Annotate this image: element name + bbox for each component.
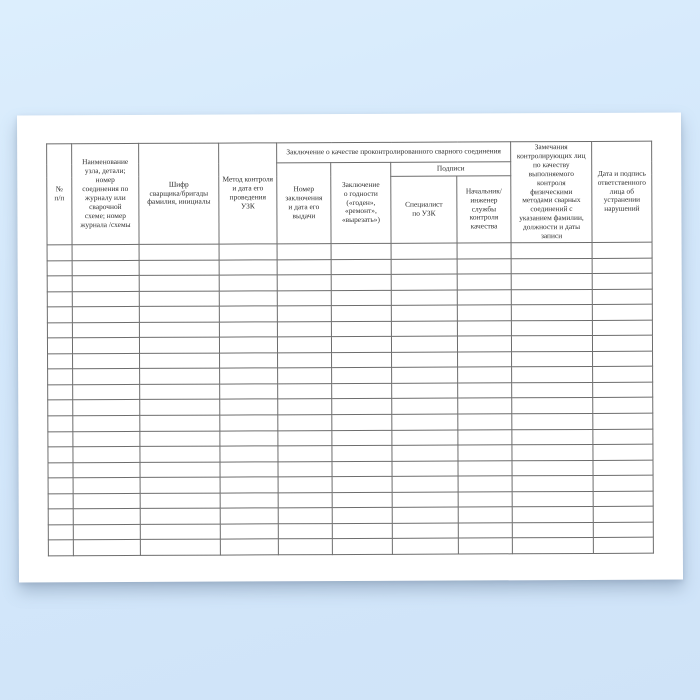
table-cell xyxy=(73,462,140,478)
table-cell xyxy=(73,400,140,416)
table-cell xyxy=(512,522,593,538)
table-cell xyxy=(219,337,277,353)
table-cell xyxy=(392,538,458,554)
table-cell xyxy=(140,524,220,540)
table-cell xyxy=(277,259,331,275)
header-col-date-signature: Дата и подпись ответственного лица об устранении нарушений xyxy=(592,141,652,242)
table-cell xyxy=(48,540,73,556)
table-cell xyxy=(48,416,73,432)
table-cell xyxy=(391,305,457,321)
table-cell xyxy=(593,367,653,383)
table-cell xyxy=(331,337,391,353)
table-cell xyxy=(458,507,512,523)
inspection-journal-table xyxy=(46,141,654,557)
table-cell xyxy=(140,368,220,384)
table-cell xyxy=(511,242,592,258)
table-cell xyxy=(592,304,652,320)
table-cell xyxy=(392,352,458,368)
table-cell xyxy=(47,245,72,261)
table-cell xyxy=(220,477,278,493)
table-cell xyxy=(278,399,332,415)
table-cell xyxy=(392,383,458,399)
table-cell xyxy=(458,352,512,368)
table-cell xyxy=(332,539,392,555)
table-cell xyxy=(220,524,278,540)
table-cell xyxy=(511,289,592,305)
table-cell xyxy=(332,476,392,492)
table-cell xyxy=(458,367,512,383)
table-cell xyxy=(331,243,391,259)
table-cell xyxy=(458,523,512,539)
table-cell xyxy=(220,353,278,369)
table-cell xyxy=(140,353,220,369)
form-page xyxy=(17,113,683,583)
table-cell xyxy=(592,335,652,351)
table-cell xyxy=(512,413,593,429)
table-cell xyxy=(512,367,593,383)
table-cell xyxy=(48,478,73,494)
table-cell xyxy=(220,508,278,524)
table-cell xyxy=(73,353,140,369)
table-cell xyxy=(457,305,511,321)
table-cell xyxy=(593,538,653,554)
table-cell xyxy=(593,382,653,398)
table-cell xyxy=(592,320,652,336)
table-cell xyxy=(277,321,331,337)
table-cell xyxy=(392,367,458,383)
table-cell xyxy=(139,306,219,322)
table-cell xyxy=(331,321,391,337)
table-cell xyxy=(48,354,73,370)
table-cell xyxy=(332,399,392,415)
table-cell xyxy=(48,369,73,385)
table-cell xyxy=(512,507,593,523)
table-cell xyxy=(332,492,392,508)
table-cell xyxy=(47,322,72,338)
table-cell xyxy=(331,274,391,290)
table-cell xyxy=(140,477,220,493)
table-cell xyxy=(278,446,332,462)
table-cell xyxy=(139,337,219,353)
table-cell xyxy=(278,492,332,508)
table-cell xyxy=(47,260,72,276)
header-col-number: № п/п xyxy=(47,144,72,245)
table-cell xyxy=(278,383,332,399)
table-cell xyxy=(220,493,278,509)
table-cell xyxy=(512,398,593,414)
header-row-1 xyxy=(47,141,652,164)
table-cell xyxy=(593,429,653,445)
table-cell xyxy=(278,415,332,431)
table-cell xyxy=(457,320,511,336)
table-cell xyxy=(219,290,277,306)
table-cell xyxy=(511,320,592,336)
table-cell xyxy=(512,445,593,461)
table-cell xyxy=(48,509,73,525)
table-cell xyxy=(47,338,72,354)
table-cell xyxy=(219,244,277,260)
table-cell xyxy=(48,462,73,478)
table-cell xyxy=(220,415,278,431)
table-cell xyxy=(332,461,392,477)
table-cell xyxy=(332,368,392,384)
table-cell xyxy=(73,509,140,525)
table-cell xyxy=(47,276,72,292)
table-cell xyxy=(457,258,511,274)
table-cell xyxy=(47,307,72,323)
table-cell xyxy=(331,259,391,275)
table-cell xyxy=(332,352,392,368)
table-cell xyxy=(48,525,73,541)
table-cell xyxy=(593,413,653,429)
table-cell xyxy=(392,445,458,461)
table-cell xyxy=(139,260,219,276)
table-cell xyxy=(139,244,219,260)
header-col-conclusion-number: Номер заключения и дата его выдачи xyxy=(277,163,331,244)
table-cell xyxy=(140,493,220,509)
table-cell xyxy=(140,446,220,462)
table-cell xyxy=(458,460,512,476)
table-cell xyxy=(47,291,72,307)
header-col-control-method: Метод контроля и дата его проведения УЗК xyxy=(219,143,277,244)
table-cell xyxy=(140,400,220,416)
table-cell xyxy=(457,274,511,290)
table-cell xyxy=(457,336,511,352)
table-cell xyxy=(73,493,140,509)
table-cell xyxy=(48,493,73,509)
table-cell xyxy=(277,275,331,291)
table-cell xyxy=(592,289,652,305)
table-body xyxy=(47,242,653,556)
table-cell xyxy=(278,352,332,368)
table-cell xyxy=(220,368,278,384)
table-cell xyxy=(73,524,140,540)
table-cell xyxy=(512,476,593,492)
table-cell xyxy=(593,491,653,507)
table-cell xyxy=(391,259,457,275)
table-cell xyxy=(139,291,219,307)
table-cell xyxy=(140,508,220,524)
table-cell xyxy=(220,446,278,462)
table-cell xyxy=(592,258,652,274)
table-cell xyxy=(220,399,278,415)
table-cell xyxy=(140,539,220,555)
table-cell xyxy=(140,462,220,478)
table-cell xyxy=(278,539,332,555)
table-cell xyxy=(512,538,593,554)
table-cell xyxy=(332,430,392,446)
table-cell xyxy=(139,322,219,338)
header-col-welder-code: Шифр сварщика/бригады фамилия, инициалы xyxy=(139,143,219,244)
table-cell xyxy=(391,321,457,337)
table-cell xyxy=(48,400,73,416)
table-cell xyxy=(511,305,592,321)
table-cell xyxy=(220,461,278,477)
table-header xyxy=(47,141,652,245)
table-cell xyxy=(140,384,220,400)
table-cell xyxy=(458,492,512,508)
table-cell xyxy=(72,260,139,276)
table-cell xyxy=(593,460,653,476)
table-cell xyxy=(219,306,277,322)
table-cell xyxy=(73,446,140,462)
table-cell xyxy=(458,429,512,445)
table-cell xyxy=(72,291,139,307)
table-cell xyxy=(457,289,511,305)
table-cell xyxy=(593,351,653,367)
table-cell xyxy=(391,274,457,290)
table-cell xyxy=(139,275,219,291)
table-cell xyxy=(332,523,392,539)
table-cell xyxy=(512,460,593,476)
table-cell xyxy=(220,430,278,446)
table-cell xyxy=(593,444,653,460)
table-cell xyxy=(511,336,592,352)
header-col-remarks: Замечания контролирующих лиц по качеству выполняемого контроля физическими методами сварных соединений с указанием фамилии, должности и даты записи xyxy=(511,141,592,242)
header-col-unit-name: Наименование узла, детали; номер соединения по журналу или сварочной схеме; номер журнала /схемы xyxy=(72,143,139,244)
table-cell xyxy=(512,351,593,367)
table-cell xyxy=(392,476,458,492)
table-cell xyxy=(592,273,652,289)
header-col-fitness: Заключение о годности («годен», «ремонт», «вырезать») xyxy=(331,162,391,243)
table-cell xyxy=(458,414,512,430)
table-cell xyxy=(332,445,392,461)
table-cell xyxy=(392,492,458,508)
table-cell xyxy=(48,385,73,401)
table-cell xyxy=(278,477,332,493)
table-cell xyxy=(140,431,220,447)
table-cell xyxy=(72,275,139,291)
table-cell xyxy=(332,383,392,399)
table-cell xyxy=(73,369,140,385)
table-cell xyxy=(512,491,593,507)
table-cell xyxy=(73,431,140,447)
table-cell xyxy=(277,290,331,306)
header-col-uzk-specialist: Специалист по УЗК xyxy=(391,176,457,243)
table-cell xyxy=(277,337,331,353)
table-cell xyxy=(458,445,512,461)
table-cell xyxy=(392,414,458,430)
table-cell xyxy=(511,274,592,290)
table-cell xyxy=(392,430,458,446)
table-cell xyxy=(392,398,458,414)
table-cell xyxy=(391,243,457,259)
table-cell xyxy=(391,290,457,306)
table-cell xyxy=(72,338,139,354)
table-cell xyxy=(593,475,653,491)
table-cell xyxy=(511,258,592,274)
table-cell xyxy=(512,382,593,398)
header-group-quality-conclusion: Заключение о качестве проконтролированного сварного соединения xyxy=(277,142,511,163)
table-cell xyxy=(391,336,457,352)
table-cell xyxy=(48,431,73,447)
table-cell xyxy=(458,538,512,554)
table-cell xyxy=(278,508,332,524)
table-cell xyxy=(593,522,653,538)
table-cell xyxy=(593,398,653,414)
table-cell xyxy=(278,430,332,446)
table-cell xyxy=(331,290,391,306)
table-cell xyxy=(278,461,332,477)
table-cell xyxy=(278,523,332,539)
table-cell xyxy=(332,414,392,430)
table-row xyxy=(48,538,653,556)
table-cell xyxy=(392,507,458,523)
table-cell xyxy=(512,429,593,445)
table-cell xyxy=(220,539,278,555)
table-cell xyxy=(73,415,140,431)
table-cell xyxy=(73,384,140,400)
table-cell xyxy=(392,523,458,539)
table-cell xyxy=(219,275,277,291)
table-cell xyxy=(277,244,331,260)
table-cell xyxy=(73,478,140,494)
table-cell xyxy=(277,306,331,322)
table-cell xyxy=(140,415,220,431)
table-cell xyxy=(72,307,139,323)
table-cell xyxy=(332,508,392,524)
table-cell xyxy=(592,242,652,258)
table-cell xyxy=(593,506,653,522)
table-cell xyxy=(392,461,458,477)
table-cell xyxy=(458,398,512,414)
table-cell xyxy=(457,243,511,259)
table-cell xyxy=(219,259,277,275)
table-cell xyxy=(219,322,277,338)
table-cell xyxy=(72,322,139,338)
table-cell xyxy=(278,368,332,384)
table-cell xyxy=(48,447,73,463)
header-group-signatures: Подписи xyxy=(391,162,511,176)
table-cell xyxy=(331,305,391,321)
table-cell xyxy=(458,383,512,399)
table-cell xyxy=(220,384,278,400)
table-cell xyxy=(458,476,512,492)
table-cell xyxy=(73,540,140,556)
header-col-quality-chief: Начальник/ инженер службы контроля качества xyxy=(457,176,511,243)
table-cell xyxy=(72,244,139,260)
